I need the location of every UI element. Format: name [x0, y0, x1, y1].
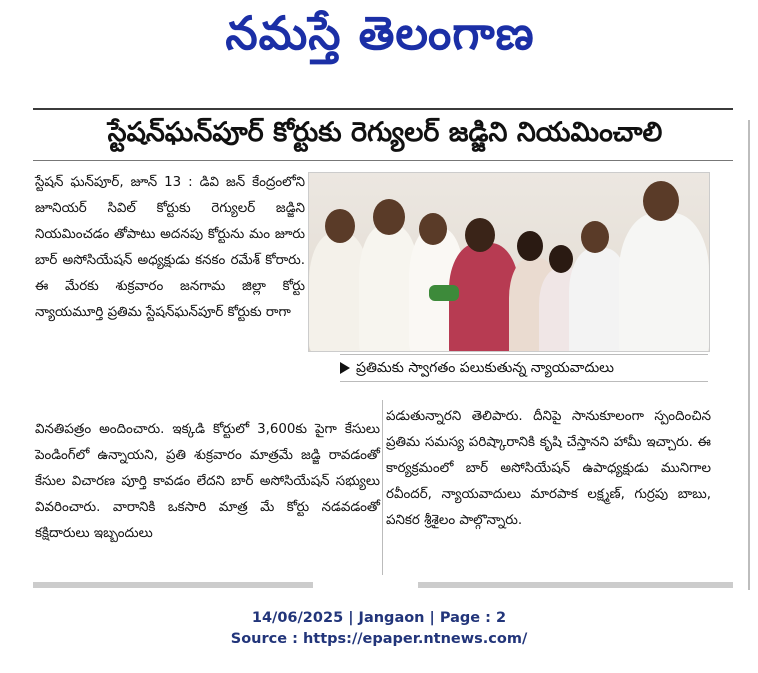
footer-date-edition: 14/06/2025 | Jangaon | Page : 2 [251, 610, 507, 626]
masthead-rule [33, 108, 733, 110]
article-photo [308, 172, 710, 352]
article-body-top-left [35, 170, 305, 326]
headline-rule [33, 160, 733, 161]
article-paragraph-2: వినతిపత్రం అందించారు. ఇక్కడి కోర్టులో 3,600కు పైగా కేసులు పెండింగ్‌లో ఉన్నాయని, ప్రతి శుక్రవారం మాత్రమే జడ్జి రావడంతో కేసుల విచారణ పూర్తి కావడం లేదని బార్ అసోసియేషన్ సభ్యులు వివరించారు. వారానికి ఒకసారి మాత్ర మే కోర్టు నడవడంతో కక్షిదారులు ఇబ్బందులు [35, 422, 380, 542]
article-body-bottom-left [35, 404, 380, 561]
clipping-footer [0, 608, 758, 650]
article-paragraph-1: స్టేషన్ ఘన్‌పూర్, జూన్ 13 : డివి జన్ కేంద్రంలోని జూనియర్ సివిల్ కోర్టుకు రెగ్యులర్ జడ్జిని నియమించడం తోపాటు అదనపు కోర్టును మం జూరు బార్ అసోసియేషన్ అధ్యక్షుడు కనకం రమేశ్ కోరారు. ఈ మేరకు శుక్రవారం జనగామ జిల్లా కోర్టు న్యాయమూర్తి ప్రతిమ స్టేషన్‌ఘన్‌పూర్ కోర్టుకు రాగా [35, 175, 305, 320]
article-paragraph-3: పడుతున్నారని తెలిపారు. దీనిపై సానుకూలంగా స్పందించిన ప్రతిమ సమస్య పరిష్కారానికి కృషి చేస్తానని హామీ ఇచ్చారు. ఈ కార్యక్రమంలో బార్ అసోసియేషన్ ఉపాధ్యక్షుడు మునిగాల రవీందర్, న్యాయవాదులు మారపాక లక్ష్మణ్, గుర్రపు బాబు, పనికర శ్రీశైలం పాల్గొన్నారు. [386, 409, 711, 528]
article-body-bottom-right [386, 404, 711, 534]
page-cut-edge [33, 582, 733, 588]
newspaper-masthead: నమస్తే తెలంగాణ [225, 6, 535, 60]
footer-source-link[interactable]: Source : https://epaper.ntnews.com/ [230, 631, 528, 647]
photo-caption: ప్రతిమకు స్వాగతం పలుకుతున్న న్యాయవాదులు [340, 354, 708, 382]
column-divider [382, 400, 383, 575]
column-edge-divider [748, 120, 750, 590]
article-headline: స్టేషన్‌ఘన్‌పూర్ కోర్టుకు రెగ్యులర్ జడ్జిని నియమించాలి [107, 117, 663, 148]
